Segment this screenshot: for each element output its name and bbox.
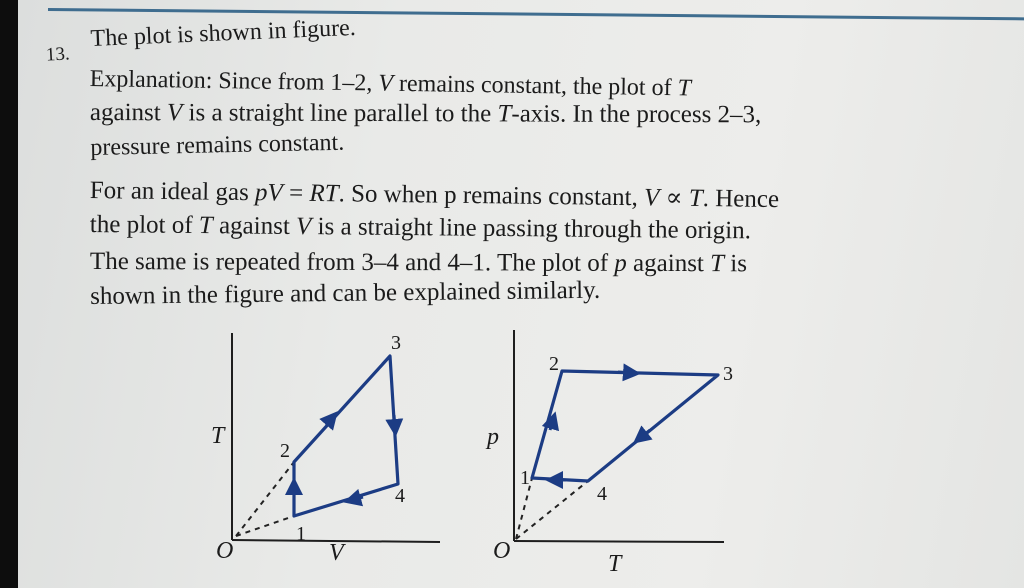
- italic-symbol: pV: [254, 179, 283, 207]
- cycle-figures: [18, 0, 1024, 588]
- pt-point-1-label: 1: [520, 467, 530, 489]
- italic-symbol: V: [166, 99, 183, 127]
- italic-symbol: T: [497, 100, 512, 128]
- pt-arrow-3-4: [640, 430, 650, 438]
- italic-symbol: T: [677, 75, 692, 102]
- pt-x-axis-label: T: [608, 551, 622, 577]
- pt-point-3-label: 3: [723, 363, 733, 385]
- italic-symbol: RT: [309, 179, 339, 208]
- italic-symbol: T: [710, 250, 725, 278]
- italic-symbol: T: [688, 184, 703, 213]
- explanation-line-6: The same is repeated from 3–4 and 4–1. The plot of p against T is: [89, 248, 748, 278]
- explanation-line-3: pressure remains constant.: [90, 129, 345, 161]
- tv-diagram: [211, 332, 440, 566]
- pt-cycle-path: [532, 371, 718, 481]
- italic-symbol: V: [378, 70, 394, 97]
- italic-symbol: V: [295, 212, 312, 241]
- textbook-page: [18, 0, 1024, 588]
- tv-point-2-label: 2: [280, 440, 290, 462]
- pt-origin-label: O: [493, 538, 511, 564]
- pt-arrow-1-2: [550, 420, 553, 430]
- italic-symbol: T: [198, 212, 213, 240]
- pt-origin-dash-2: [516, 481, 588, 539]
- tv-point-3-label: 3: [391, 332, 401, 354]
- italic-symbol: V: [643, 184, 660, 212]
- pt-diagram: [485, 330, 733, 577]
- pt-point-2-label: 2: [549, 353, 559, 375]
- tv-cycle-path: [294, 356, 398, 516]
- tv-x-axis-label: V: [329, 540, 344, 566]
- tv-point-1-label: 1: [296, 523, 306, 545]
- tv-point-4-label: 4: [395, 485, 405, 507]
- pt-y-axis-label: p: [487, 424, 499, 450]
- explanation-line-2: against V is a straight line parallel to the T-axis. In the process 2–3,: [89, 98, 762, 129]
- tv-origin-dash-2: [236, 462, 294, 536]
- pt-x-axis: [514, 541, 724, 542]
- explanation-line-7: shown in the figure and can be explained similarly.: [90, 276, 601, 310]
- explanation-line-1: Explanation: Since from 1–2, V remains constant, the plot of T: [89, 65, 692, 102]
- tv-y-axis-label: T: [211, 423, 225, 449]
- explanation-line-4: For an ideal gas pV = RT. So when p remains constant, V ∝ T. Hence: [89, 176, 780, 214]
- explanation-line-5: the plot of T against V is a straight line passing through the origin.: [89, 210, 752, 245]
- italic-symbol: p: [614, 249, 627, 277]
- answer-line-1: The plot is shown in figure.: [90, 14, 357, 52]
- pt-point-4-label: 4: [597, 483, 607, 505]
- pt-arrow-2-3: [618, 372, 632, 373]
- tv-arrow-3-4: [394, 415, 395, 428]
- tv-origin-label: O: [216, 538, 234, 564]
- question-number: 13.: [45, 43, 71, 66]
